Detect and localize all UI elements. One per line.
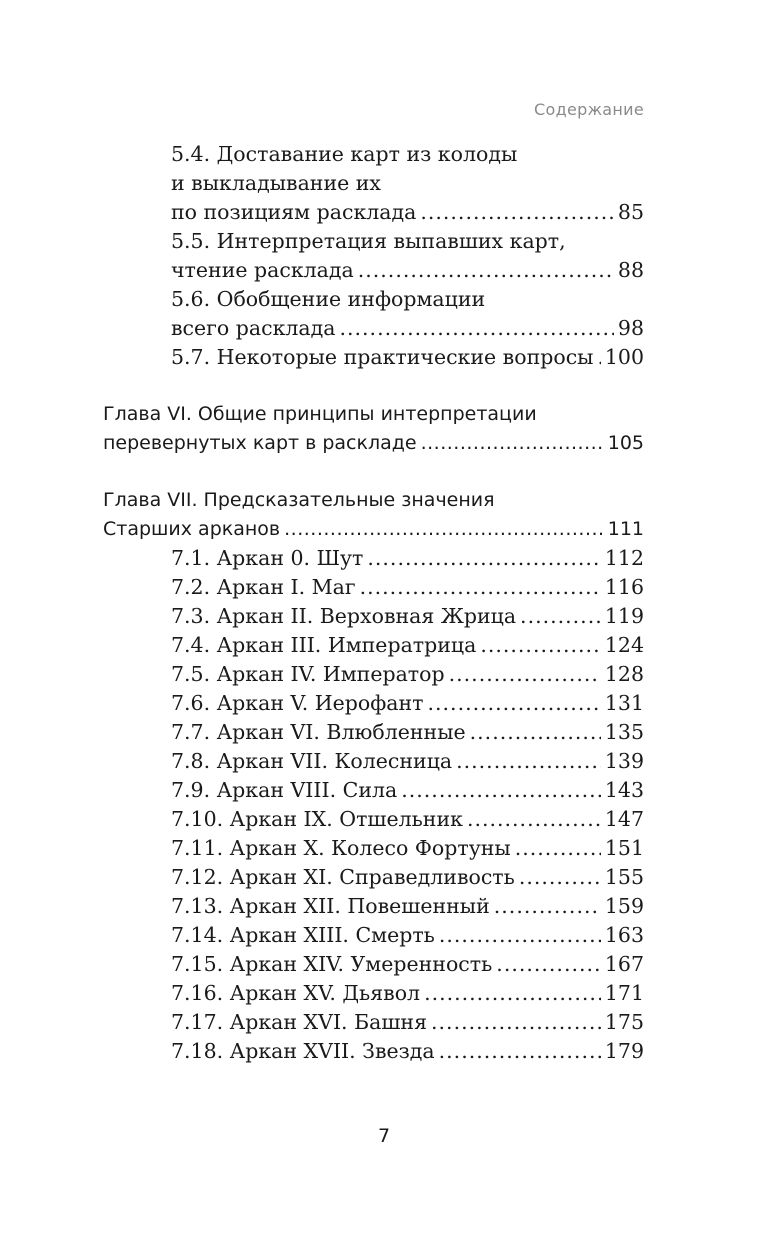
toc-chapter-entry[interactable] [103,486,644,544]
toc-entry-title: 7.16. Аркан XV. Дьявол [171,981,421,1005]
toc-entry-title: 5.7. Некоторые практические вопросы [171,345,594,369]
toc-section-entry[interactable] [103,863,644,892]
toc-entry-final-line [171,892,644,921]
toc-page-number: 131 [604,691,644,715]
toc-entry-title-line: Глава VI. Общие принципы интерпретации [103,403,537,425]
toc-page-number: 116 [604,575,644,599]
toc-page-number: 171 [604,981,644,1005]
dot-leader [515,834,601,859]
toc-entry-title: 7.10. Аркан IX. Отшельник [171,807,463,831]
toc-section-entry[interactable] [103,689,644,718]
toc-section-entry[interactable] [103,631,644,660]
dot-leader [480,631,601,656]
toc-entry-final-line [171,805,644,834]
toc-page-number: 88 [617,258,644,282]
toc-entry-final-line [171,689,644,718]
dot-leader [428,689,601,714]
toc-section-entry[interactable] [103,747,644,776]
toc-entry-title: всего расклада [171,316,336,340]
toc-section-entry[interactable] [103,1008,644,1037]
toc-entry-title: 7.15. Аркан XIV. Умеренность [171,952,493,976]
toc-page-number: 159 [604,894,644,918]
section-gap [103,372,644,400]
toc-section-entry[interactable] [103,544,644,573]
toc-entry-title-line: 5.6. Обобщение информации [171,287,486,311]
toc-entry-final-line [171,314,644,343]
toc-entry-title-line: Глава VII. Предсказательные значения [103,489,495,511]
toc-page-number: 105 [607,432,644,454]
toc-section-entry[interactable] [103,718,644,747]
toc-entry-title: Старших арканов [103,518,281,540]
toc-section-entry[interactable] [103,573,644,602]
toc-entry-final-line [171,631,644,660]
dot-leader [358,256,614,281]
dot-leader [401,776,601,801]
toc-section-entry[interactable] [103,892,644,921]
toc-entry-final-line [171,863,644,892]
dot-leader [496,950,601,975]
dot-leader [339,314,613,339]
dot-leader [360,573,601,598]
toc-entry-final-line [171,602,644,631]
toc-section-entry[interactable] [103,921,644,950]
toc-page-number: 112 [604,546,644,570]
toc-entry-title: 7.12. Аркан XI. Справедливость [171,865,515,889]
toc-entry-title: перевернутых карт в раскладе [103,432,417,454]
toc-page-number: 175 [604,1010,644,1034]
toc-section-entry[interactable] [103,1037,644,1066]
dot-leader [439,921,601,946]
toc-page-number: 167 [604,952,644,976]
dot-leader [598,343,601,368]
dot-leader [467,805,601,830]
toc-page-number: 98 [617,316,644,340]
dot-leader [456,747,601,772]
toc-page-number: 147 [604,807,644,831]
toc-entry-title: 7.6. Аркан V. Иерофант [171,691,424,715]
toc-page-number: 135 [604,720,644,744]
table-of-contents [103,140,644,1066]
toc-section-entry[interactable] [103,660,644,689]
toc-section-entry[interactable] [103,776,644,805]
toc-entry-title-line: и выкладывание их [171,171,381,195]
toc-entry-final-line [103,429,644,458]
dot-leader [494,892,601,917]
dot-leader [520,602,601,627]
toc-entry-title: 7.5. Аркан IV. Император [171,662,445,686]
toc-page-number: 139 [604,749,644,773]
toc-entry-final-line [171,834,644,863]
toc-entry-title: 7.18. Аркан XVII. Звезда [171,1039,435,1063]
toc-page-number: 85 [617,200,644,224]
dot-leader [439,1037,601,1062]
toc-entry-final-line [171,256,644,285]
toc-entry-title: 7.3. Аркан II. Верховная Жрица [171,604,517,628]
dot-leader [421,429,604,452]
toc-entry-final-line [171,1008,644,1037]
toc-entry-title: 7.8. Аркан VII. Колесница [171,749,453,773]
running-head: Содержание [534,100,644,119]
toc-entry-final-line [171,573,644,602]
toc-entry-title: по позициям расклада [171,200,417,224]
toc-entry-final-line [171,747,644,776]
dot-leader [420,198,614,223]
toc-section-entry[interactable] [103,834,644,863]
toc-section-entry[interactable] [103,140,644,227]
toc-section-entry[interactable] [103,227,644,285]
dot-leader [367,544,600,569]
toc-section-entry[interactable] [103,285,644,343]
toc-page-number: 111 [607,518,644,540]
toc-page-number: 124 [604,633,644,657]
toc-entry-title: 7.7. Аркан VI. Влюбленные [171,720,466,744]
toc-entry-final-line [171,544,644,573]
toc-page-number: 163 [604,923,644,947]
toc-section-entry[interactable] [103,950,644,979]
dot-leader [284,515,604,538]
toc-entry-title: 7.14. Аркан XIII. Смерть [171,923,435,947]
toc-page-number: 100 [604,345,644,369]
dot-leader [431,1008,601,1033]
toc-entry-final-line [171,718,644,747]
toc-entry-title-line: 5.4. Доставание карт из колоды [171,142,518,166]
toc-page-number: 179 [604,1039,644,1063]
dot-leader [519,863,601,888]
toc-page-number: 155 [604,865,644,889]
toc-entry-final-line [171,921,644,950]
toc-entry-title: 7.13. Аркан XII. Повешенный [171,894,490,918]
toc-page-number: 151 [604,836,644,860]
toc-section-entry[interactable] [103,979,644,1008]
toc-section-entry[interactable] [103,805,644,834]
toc-entry-final-line [171,1037,644,1066]
toc-page-number: 143 [604,778,644,802]
toc-entry-final-line [171,776,644,805]
toc-entry-final-line [171,343,644,372]
dot-leader [470,718,601,743]
toc-entry-title: 7.17. Аркан XVI. Башня [171,1010,428,1034]
toc-entry-final-line [103,515,644,544]
toc-entry-title: 7.1. Аркан 0. Шут [171,546,364,570]
page-number: 7 [377,1125,391,1147]
toc-entry-title: 7.2. Аркан I. Маг [171,575,356,599]
toc-section-entry[interactable] [103,343,644,372]
toc-chapter-entry[interactable] [103,400,644,458]
toc-entry-final-line [171,198,644,227]
dot-leader [449,660,601,685]
toc-page-number: 128 [604,662,644,686]
toc-entry-title: 7.11. Аркан X. Колесо Фортуны [171,836,511,860]
toc-entry-title: чтение расклада [171,258,354,282]
toc-entry-title-line: 5.5. Интерпретация выпавших карт, [171,229,566,253]
toc-section-entry[interactable] [103,602,644,631]
dot-leader [424,979,601,1004]
toc-page-number: 119 [604,604,644,628]
toc-entry-title: 7.4. Аркан III. Императрица [171,633,477,657]
toc-entry-title: 7.9. Аркан VIII. Сила [171,778,398,802]
section-gap [103,458,644,486]
toc-entry-final-line [171,979,644,1008]
toc-entry-final-line [171,660,644,689]
toc-entry-final-line [171,950,644,979]
